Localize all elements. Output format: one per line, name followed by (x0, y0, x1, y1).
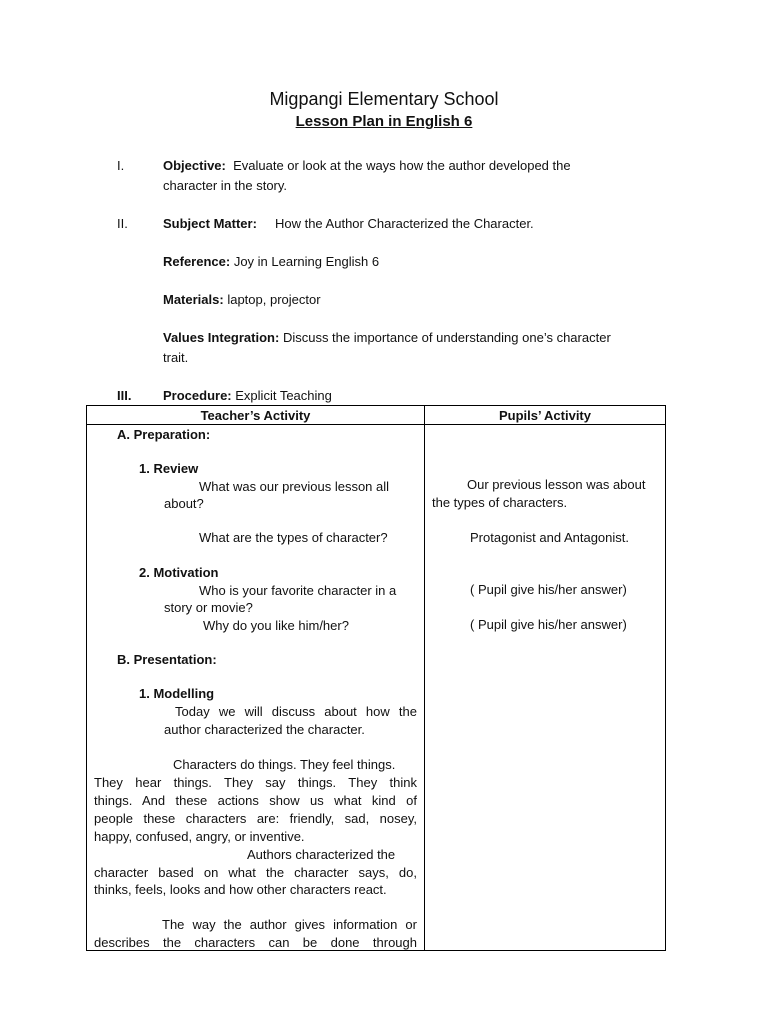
reference-label: Reference: (163, 254, 231, 269)
paragraph-3-line-1: The way the author gives information or (162, 917, 417, 932)
activity-table (86, 405, 666, 951)
paragraph-1-line-1: Characters do things. They feel things. (173, 757, 396, 772)
subject-label: Subject Matter: (163, 216, 257, 231)
values-text-2: trait. (163, 350, 189, 365)
motivation-question-1-line-1: Who is your favorite character in a (199, 583, 397, 598)
subject-text: How the Author Characterized the Character. (274, 216, 534, 231)
reference-text: Joy in Learning English 6 (233, 254, 380, 269)
pupil-answer-1-line-1: Our previous lesson was about (467, 477, 646, 492)
review-question-1-line-1: What was our previous lesson all (199, 479, 390, 494)
procedure-text: Explicit Teaching (235, 388, 332, 403)
materials-label: Materials: (163, 292, 224, 307)
objective-text-2: character in the story. (163, 178, 288, 193)
table-column-divider (424, 406, 425, 950)
subject-number: II. (117, 216, 128, 231)
motivation-heading: 2. Motivation (139, 565, 219, 580)
paragraph-2-line-3: thinks, feels, looks and how other characters react. (94, 882, 387, 897)
paragraph-1-line-3: things. And these actions show us what kind of (94, 793, 417, 808)
pupil-answer-2: Protagonist and Antagonist. (470, 530, 630, 545)
school-name: Migpangi Elementary School (269, 89, 499, 109)
pupil-answer-4: ( Pupil give his/her answer) (470, 617, 627, 632)
pupil-answer-1-line-2: the types of characters. (432, 495, 568, 510)
values-text-1: Discuss the importance of understanding one’s character (282, 330, 611, 345)
procedure-line (163, 387, 643, 405)
pupils-activity-header: Pupils’ Activity (499, 408, 591, 423)
lesson-plan-title: Lesson Plan in English 6 (295, 113, 473, 130)
modelling-heading: 1. Modelling (139, 686, 215, 701)
objective-line-1 (163, 157, 643, 175)
reference-line (163, 253, 643, 271)
paragraph-1-line-4: people these characters are: friendly, sad, nosey, (94, 811, 417, 826)
modelling-line-2: author characterized the character. (164, 722, 365, 737)
pupil-answer-3: ( Pupil give his/her answer) (470, 582, 627, 597)
review-question-1-line-2: about? (164, 496, 204, 511)
materials-line (163, 291, 643, 309)
paragraph-1-line-2: They hear things. They say things. They think (94, 775, 417, 790)
procedure-label: Procedure: (163, 388, 232, 403)
subject-line (163, 215, 643, 233)
review-question-2: What are the types of character? (199, 530, 388, 545)
objective-number: I. (117, 158, 125, 173)
preparation-heading: A. Preparation: (117, 427, 211, 442)
paragraph-3-line-2: describes the characters can be done through (94, 935, 417, 950)
values-label: Values Integration: (163, 330, 280, 345)
teacher-activity-header: Teacher’s Activity (200, 408, 311, 423)
review-heading: 1. Review (139, 461, 199, 476)
values-line-1 (163, 329, 643, 347)
paragraph-1-line-5: happy, confused, angry, or inventive. (94, 829, 305, 844)
procedure-number: III. (117, 388, 132, 403)
objective-text-1: Evaluate or look at the ways how the author developed the (233, 158, 571, 173)
materials-text: laptop, projector (227, 292, 321, 307)
modelling-line-1: Today we will discuss about how the (175, 704, 417, 719)
motivation-question-1-line-2: story or movie? (164, 600, 253, 615)
paragraph-2-line-2: character based on what the character says, do, (94, 865, 417, 880)
paragraph-2-line-1: Authors characterized the (247, 847, 396, 862)
presentation-heading: B. Presentation: (117, 652, 217, 667)
motivation-question-2: Why do you like him/her? (203, 618, 349, 633)
objective-label: Objective: (163, 158, 226, 173)
